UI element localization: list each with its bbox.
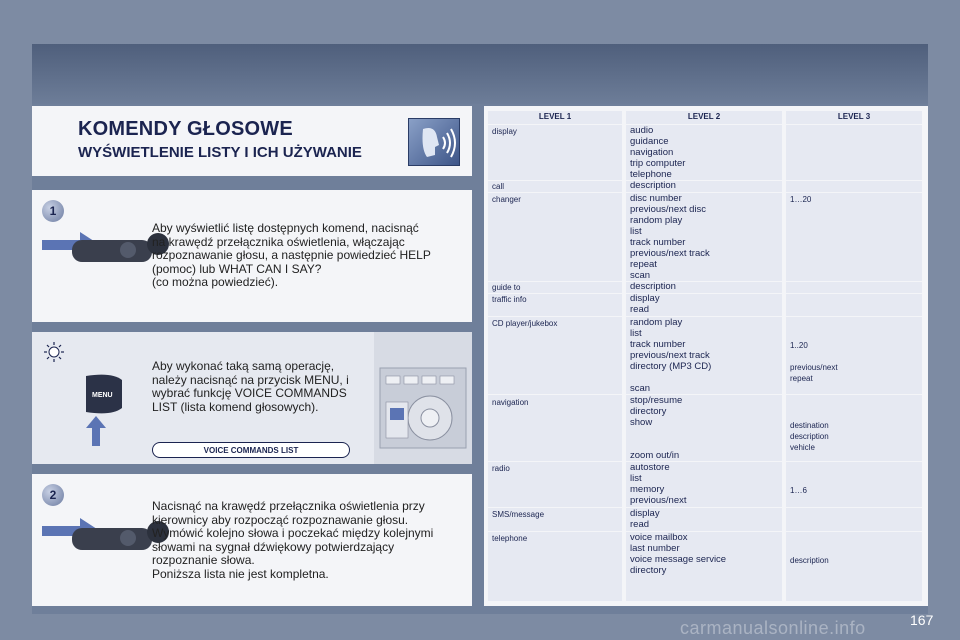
table-cell-l1: display <box>492 127 517 136</box>
watermark: carmanualsonline.info <box>680 618 866 638</box>
step-number-badge: 2 <box>42 484 64 506</box>
table-cell-l2: voice mailbox last number voice message service directory <box>630 532 727 576</box>
row-divider <box>488 180 922 181</box>
step-2-text: Nacisnąć na krawędź przełącznika oświetlenia przy kierownicy aby rozpocząć rozpoznawanie głosu. Wymówić kolejno słowa i poczekać między kolejnymi słowami na sygnał dźwiękowy potwierdzający rozpoznanie słowa. Poniższa lista nie jest kompletna. <box>152 499 434 581</box>
table-cell-l3: 1..20 previous/next repeat <box>790 341 838 383</box>
page-number: 167 <box>910 612 934 628</box>
table-cell-l2: disc number previous/next disc random play list track number previous/next track repeat scan <box>630 193 710 281</box>
menu-step-text: Aby wykonać taką samą operację, należy nacisnąć na przycisk MENU, i wybrać funkcję VOICE COMMANDS LIST (lista komend głosowych). <box>152 359 349 414</box>
menu-button[interactable] <box>82 372 126 416</box>
page-subtitle: WYŚWIETLENIE LISTY I ICH UŻYWANIE <box>78 144 362 161</box>
table-cell-l1: navigation <box>492 398 529 407</box>
title-box <box>32 106 472 176</box>
table-cell-l1: changer <box>492 195 521 204</box>
table-cell-l1: traffic info <box>492 295 527 304</box>
menu-panel <box>32 332 472 464</box>
table-cell-l3: destination description vehicle <box>790 421 829 452</box>
row-divider <box>488 124 922 125</box>
header-level-3: LEVEL 3 <box>837 112 871 121</box>
row-divider <box>488 281 922 282</box>
header-level-1: LEVEL 1 <box>538 112 572 121</box>
row-divider <box>488 394 922 395</box>
table-cell-l1: radio <box>492 464 510 473</box>
svg-text:MENU: MENU <box>92 392 113 399</box>
row-divider <box>488 293 922 294</box>
table-cell-l2: autostore list memory previous/next <box>630 462 687 506</box>
table-cell-l1: CD player/jukebox <box>492 319 558 328</box>
table-cell-l2: display read <box>630 293 660 315</box>
table-cell-l1: SMS/message <box>492 510 545 519</box>
table-cell-l2: audio guidance navigation trip computer telephone <box>630 125 686 180</box>
table-cell-l1: telephone <box>492 534 528 543</box>
step-2-panel <box>32 474 472 606</box>
table-cell-l2: stop/resume directory show zoom out/in <box>630 395 683 461</box>
voice-commands-list-label: VOICE COMMANDS LIST <box>152 442 350 458</box>
table-cell-l3: 1…6 <box>790 486 807 495</box>
page-title: KOMENDY GŁOSOWE <box>78 118 293 140</box>
step-1-text: Aby wyświetlić listę dostępnych komend, nacisnąć na krawędź przełącznika oświetlenia, włączając rozpoznawanie głosu, a następnie powiedzieć HELP (pomoc) lub WHAT CAN I SAY? (co można powiedzieć). <box>152 221 431 289</box>
table-cell-l3: description <box>790 556 829 565</box>
header-level-2: LEVEL 2 <box>687 112 721 121</box>
table-cell-l2: display read <box>630 508 660 530</box>
arrow-up-icon <box>86 416 106 446</box>
column-level-1 <box>488 111 622 601</box>
voice-command-icon <box>408 118 460 166</box>
table-cell-l2: description <box>630 180 676 191</box>
light-icon <box>44 342 64 362</box>
table-cell-l1: guide to <box>492 283 521 292</box>
row-divider <box>488 507 922 508</box>
table-cell-l1: call <box>492 182 505 191</box>
top-banner <box>32 44 928 104</box>
step-number-badge: 1 <box>42 200 64 222</box>
dashboard-console-image <box>374 332 472 464</box>
step-1-panel <box>32 190 472 322</box>
table-cell-l2: random play list track number previous/next track directory (MP3 CD) scan <box>630 317 712 394</box>
voice-commands-table <box>484 106 928 606</box>
table-cell-l3: 1…20 <box>790 195 812 204</box>
table-cell-l2: description <box>630 281 676 292</box>
row-divider <box>488 461 922 462</box>
